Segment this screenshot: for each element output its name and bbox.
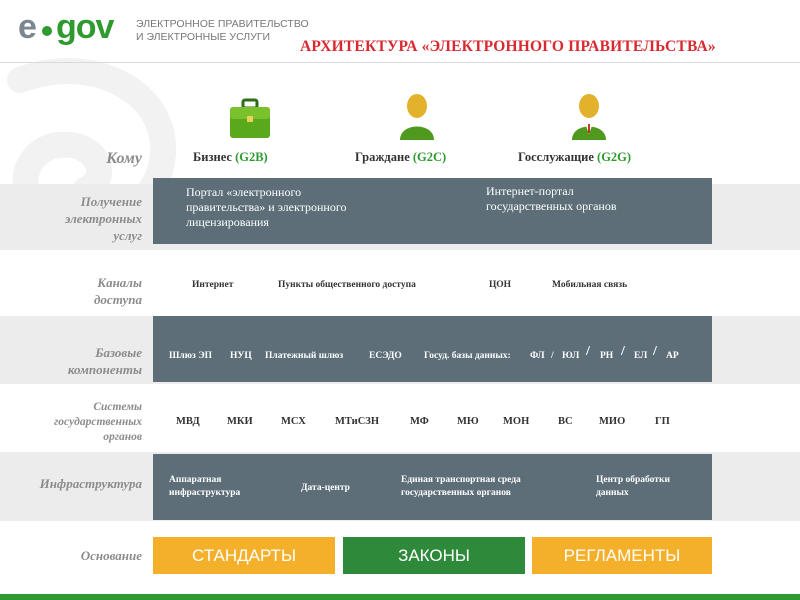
row-label-kanaly-2: доступа (93, 292, 142, 307)
audience-gov-name: Госслужащие (518, 150, 594, 164)
row-label-poluchenie-1: Получение (80, 194, 142, 209)
component-shlyuz-ep: Шлюз ЭП (169, 351, 213, 361)
row-label-sistemy-2: государственных (54, 416, 142, 428)
portal-egov-line1: Портал «электронного (186, 185, 302, 199)
channel-internet: Интернет (192, 280, 234, 290)
row-label-sistemy-1: Системы (93, 401, 142, 413)
component-el: ЕЛ (634, 351, 648, 361)
channel-public-access: Пункты общественного доступа (278, 280, 416, 290)
component-esedo: ЕСЭДО (369, 351, 402, 361)
agency-mio: МИО (599, 416, 626, 427)
agency-mf: МФ (410, 416, 429, 427)
agency-gp: ГП (655, 416, 670, 427)
audience-gov-code: (G2G) (597, 150, 632, 164)
logo-gov: gov (56, 8, 114, 46)
footer-line (0, 594, 800, 600)
header-divider (0, 62, 800, 63)
page-title: АРХИТЕКТУРА «ЭЛЕКТРОННОГО ПРАВИТЕЛЬСТВА» (300, 38, 716, 55)
infra-hardware-2: инфраструктура (169, 488, 241, 498)
components-panel (153, 316, 712, 382)
org-name-line1: ЭЛЕКТРОННОЕ ПРАВИТЕЛЬСТВО (136, 18, 309, 30)
audience-gov (518, 150, 631, 165)
agency-myu: МЮ (457, 416, 479, 427)
component-slash-1: / (551, 351, 554, 361)
row-label-kanaly-1: Каналы (97, 275, 142, 290)
component-nuc: НУЦ (230, 351, 252, 361)
audience-business-name: Бизнес (193, 150, 232, 164)
agency-mtiszn: МТиСЗН (335, 416, 379, 427)
org-name-line2: И ЭЛЕКТРОННЫЕ УСЛУГИ (136, 31, 271, 43)
portal-egov-line2: правительства» и электронного (186, 200, 347, 214)
regulations-button[interactable]: РЕГЛАМЕНТЫ (532, 537, 712, 574)
row-label-bazovye-2: компоненты (67, 362, 142, 377)
agency-mon: МОН (503, 416, 530, 427)
component-rn: РН (600, 351, 614, 361)
component-yul: ЮЛ (562, 351, 580, 361)
agency-mvd: МВД (176, 416, 200, 427)
infra-hardware-1: Аппаратная (169, 475, 222, 485)
row-label-sistemy-3: органов (103, 431, 142, 443)
standards-button[interactable]: СТАНДАРТЫ (153, 537, 335, 574)
services-panel (153, 178, 712, 244)
audience-business-code: (G2B) (235, 150, 268, 164)
row-label-komu: Кому (106, 150, 142, 167)
infra-dpc (596, 474, 670, 500)
infra-datacenter: Дата-центр (301, 483, 350, 493)
agency-msh: МСХ (281, 416, 306, 427)
audience-citizens-name: Граждане (355, 150, 410, 164)
row-label-osnovanie: Основание (80, 548, 142, 563)
audience-business (193, 150, 268, 165)
component-fl: ФЛ (530, 351, 545, 361)
intranet-portal-line2: государственных органов (486, 199, 617, 213)
channel-con: ЦОН (489, 280, 512, 290)
civil-servant-user-icon (569, 92, 609, 142)
agency-mki: МКИ (227, 416, 253, 427)
channel-mobile: Мобильная связь (552, 280, 628, 290)
row-label-kanaly (94, 274, 142, 308)
logo-dot-icon (42, 26, 52, 36)
intranet-portal[interactable] (486, 184, 617, 214)
component-slash-4: / (653, 344, 657, 359)
infra-hardware (169, 474, 240, 500)
citizen-user-icon (397, 92, 437, 142)
row-label-sistemy (54, 400, 142, 445)
infra-dpc-1: Центр обработки (596, 475, 670, 485)
row-label-poluchenie-2: электронных (65, 211, 142, 226)
infrastructure-panel (153, 454, 712, 520)
briefcase-icon (228, 98, 272, 140)
component-ar: АР (666, 351, 679, 361)
portal-egov-line3: лицензирования (186, 215, 269, 229)
agency-vs: ВС (558, 416, 573, 427)
component-slash-2: / (586, 344, 590, 359)
infra-transport (401, 474, 521, 500)
laws-button[interactable]: ЗАКОНЫ (343, 537, 525, 574)
portal-egov[interactable] (186, 185, 346, 230)
row-label-poluchenie-3: услуг (113, 228, 142, 243)
intranet-portal-line1: Интернет-портал (486, 184, 574, 198)
component-plat: Платежный шлюз (265, 351, 344, 361)
row-label-bazovye (68, 344, 142, 378)
component-slash-3: / (621, 344, 625, 359)
row-label-poluchenie (65, 193, 142, 244)
logo-e: e (18, 8, 36, 46)
infra-dpc-2: данных (596, 488, 629, 498)
audience-citizens-code: (G2C) (412, 150, 447, 164)
audience-citizens (355, 150, 446, 165)
infra-transport-2: государственных органов (401, 488, 511, 498)
component-gos-bazy: Госуд. базы данных: (424, 351, 511, 361)
infra-transport-1: Единая транспортная среда (401, 475, 521, 485)
row-label-infra: Инфраструктура (39, 476, 142, 491)
row-label-bazovye-1: Базовые (95, 345, 142, 360)
